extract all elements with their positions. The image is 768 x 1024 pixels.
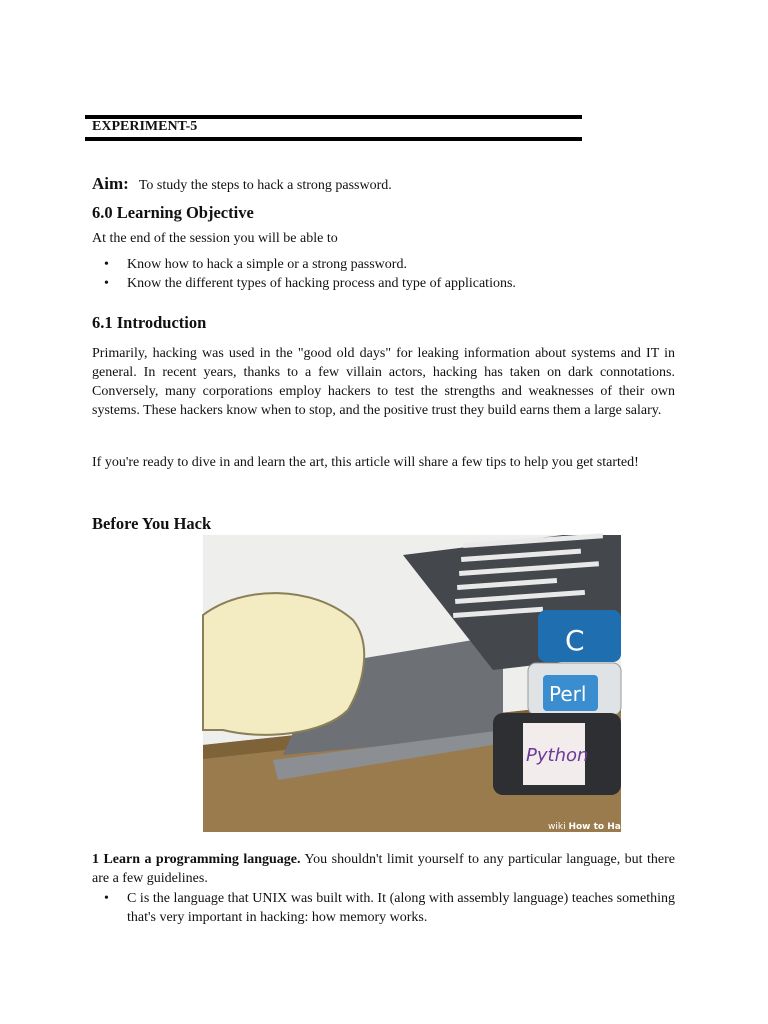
aim-label: Aim: [92,174,129,193]
book-label-python: Python [526,745,589,766]
list-item: • C is the language that UNIX was built with. It (along with assembly language) teaches something that's very important in hacking: how memory works. [92,889,675,927]
step1-text: You shouldn't limit yourself to any particular language, but there are a few guidelines. [92,852,675,886]
list-item: • Know the different types of hacking process and type of applications. [92,274,682,293]
typing-hand [203,593,364,735]
step1-paragraph [92,850,675,888]
step1-list [92,889,675,927]
objective-heading: 6.0 Learning Objective [92,203,254,222]
aim-text: To study the steps to hack a strong password. [138,178,392,193]
wikihow-watermark: wiki How to Hack [548,822,633,832]
before-you-hack-heading: Before You Hack [92,514,212,533]
step1-lead: 1 Learn a programming language. [92,852,301,867]
introduction-paragraph-2: If you're ready to dive in and learn the art, this article will share a few tips to help you get started! [92,455,639,470]
introduction-heading: 6.1 Introduction [92,313,207,332]
introduction-paragraph-1: Primarily, hacking was used in the "good old days" for leaking information about systems and IT in general. In recent years, thanks to a few villain actors, hacking has taken on dark connotations. Conversely, many corporations employ hackers to test the strengths and weaknesses of their own systems. These hackers know when to stop, and the positive trust they build earns them a large salary. [92,346,675,418]
experiment-title: EXPERIMENT-5 [92,119,198,134]
book-label-perl: Perl [549,682,587,706]
objective-intro: At the end of the session you will be able to [92,231,338,246]
list-item: • Know how to hack a simple or a strong password. [92,255,682,274]
header-rule-bottom [85,137,582,141]
aim-line [92,174,392,194]
objective-list [92,255,682,293]
book-label-c: C [565,624,585,657]
hacking-illustration [203,535,633,832]
illustration-svg [203,535,633,832]
